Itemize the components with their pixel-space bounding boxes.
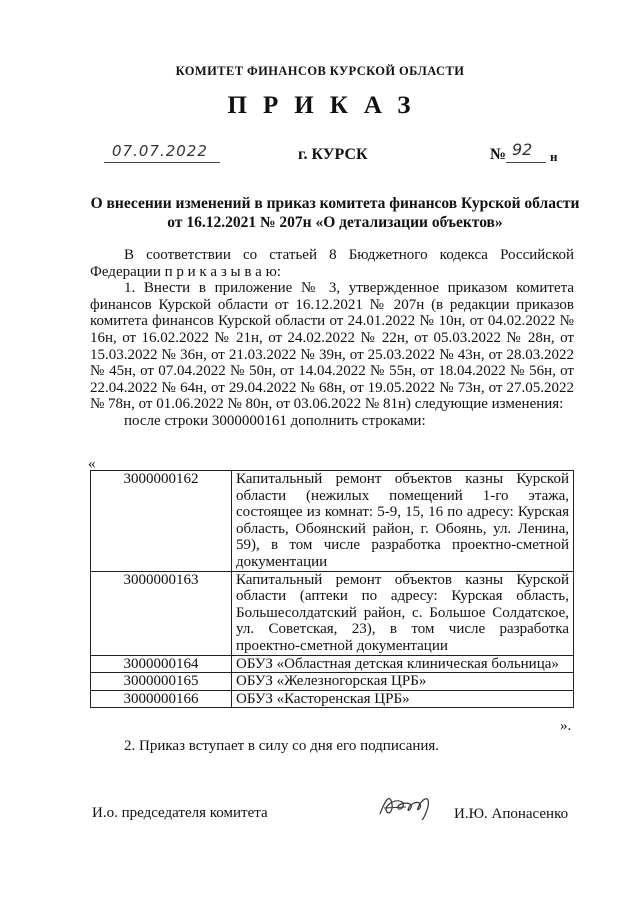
row-code: 3000000163 xyxy=(91,571,232,655)
table-row xyxy=(91,655,574,673)
row-name: Капитальный ремонт объектов казны Курской области (аптеки по адресу: Курская область, Большесолдатский район, с. Большое Солдатское, ул. Советская, 23), в том числе разработка проектно-сметной документации xyxy=(232,571,574,655)
number-label: № xyxy=(490,146,507,163)
row-code: 3000000164 xyxy=(91,655,232,673)
number-underline xyxy=(506,162,546,163)
table-row xyxy=(91,571,574,655)
row-name: ОБУЗ «Железногорская ЦРБ» xyxy=(232,673,574,691)
document-title: ПРИКАЗ xyxy=(227,92,427,119)
after-line-paragraph: после строки 3000000161 дополнить строками: xyxy=(124,412,426,429)
row-name: ОБУЗ «Областная детская клиническая больница» xyxy=(232,655,574,673)
preamble-paragraph: В соответствии со статьей 8 Бюджетного кодекса Российской Федерации п р и к а з ы в а ю: xyxy=(90,247,574,280)
row-code: 3000000165 xyxy=(91,673,232,691)
document-subject: О внесении изменений в приказ комитета финансов Курской области от 16.12.2021 № 207н «О детализации объектов» xyxy=(90,195,580,231)
row-name: ОБУЗ «Касторенская ЦРБ» xyxy=(232,690,574,708)
signer-name: И.Ю. Апонасенко xyxy=(454,806,569,822)
signer-position: И.о. председателя комитета xyxy=(92,805,268,821)
close-quote: ». xyxy=(560,718,572,734)
table-row xyxy=(91,471,574,572)
table-row xyxy=(91,673,574,691)
row-name: Капитальный ремонт объектов казны Курской области (нежилых помещений 1-го этажа, состоящее из комнат: 5-9, 15, 16 по адресу: Курская область, Обоянский район, г. Обоянь, ул. Ленина, 59), в том числе разработка проектно-сметной документации xyxy=(232,471,574,572)
handwritten-number: 92 xyxy=(512,140,533,159)
document-body xyxy=(90,247,574,430)
table-row xyxy=(91,690,574,708)
number-suffix: н xyxy=(550,149,558,164)
handwritten-date: 07.07.2022 xyxy=(112,142,208,160)
row-code: 3000000166 xyxy=(91,690,232,708)
point-2-paragraph: 2. Приказ вступает в силу со дня его подписания. xyxy=(124,738,440,754)
handwritten-signature xyxy=(376,790,440,824)
date-underline xyxy=(104,162,220,163)
committee-name: КОМИТЕТ ФИНАНСОВ КУРСКОЙ ОБЛАСТИ xyxy=(175,64,465,78)
city: г. КУРСК xyxy=(298,146,368,163)
row-code: 3000000162 xyxy=(91,471,232,572)
open-quote: « xyxy=(88,456,96,472)
point-1-paragraph: 1. Внести в приложение № 3, утвержденное приказом комитета финансов Курской области от 16.12.2021 № 207н (в редакции приказов комитета финансов Курской области от 24.01.2022 № 10н, от 04.02.2022 № 16н, от 16.02.2022 № 21н, от 24.02.2022 № 22н, от 05.03.2022 № 28н, от 15.03.2022 № 36н, от 21.03.2022 № 39н, от 25.03.2022 № 43н, от 28.03.2022 № 45н, от 07.04.2022 № 50н, от 14.04.2022 № 55н, от 18.04.2022 № 56н, от 22.04.2022 № 64н, от 29.04.2022 № 68н, от 19.05.2022 № 73н, от 27.05.2022 № 78н, от 01.06.2022 № 80н, от 03.06.2022 № 81н) следующие изменения: xyxy=(90,280,574,413)
objects-table xyxy=(90,470,574,708)
